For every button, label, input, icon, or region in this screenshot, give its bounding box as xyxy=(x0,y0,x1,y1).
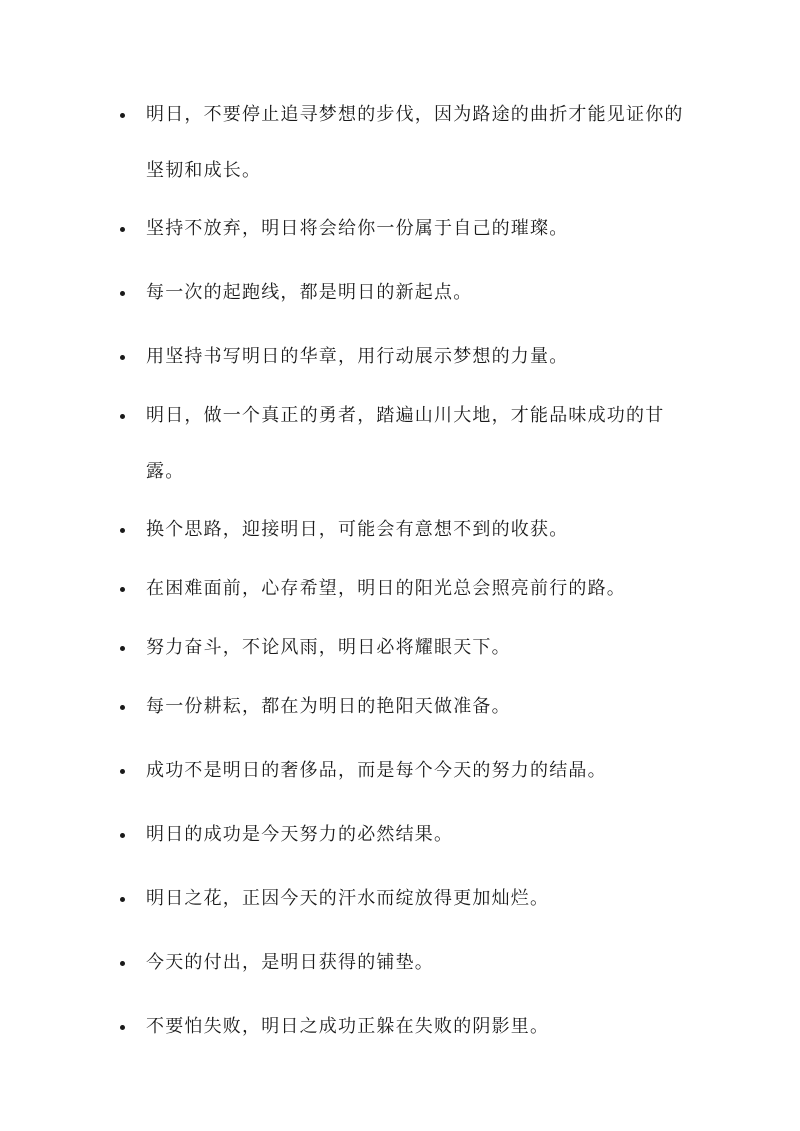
list-item-text: 明日，做一个真正的勇者，踏遍山川大地，才能品味成功的甘露。 xyxy=(146,405,665,482)
list-item-text: 明日之花，正因今天的汗水而绽放得更加灿烂。 xyxy=(146,888,550,909)
bullet-icon xyxy=(120,833,125,838)
bullet-icon xyxy=(120,291,125,296)
list-item-text: 明日的成功是今天努力的必然结果。 xyxy=(146,824,454,845)
list-item-text: 不要怕失败，明日之成功正躲在失败的阴影里。 xyxy=(146,1016,550,1037)
list-item-text: 每一次的起跑线，都是明日的新起点。 xyxy=(146,282,473,303)
list-item-text: 每一份耕耘，都在为明日的艳阳天做准备。 xyxy=(146,696,511,717)
list-item-text: 今天的付出，是明日获得的铺垫。 xyxy=(146,952,434,973)
bullet-icon xyxy=(120,769,125,774)
bullet-icon xyxy=(120,113,125,118)
bullet-icon xyxy=(120,1025,125,1030)
bullet-icon xyxy=(120,587,125,592)
list-item-text: 换个思路，迎接明日，可能会有意想不到的收获。 xyxy=(146,519,569,540)
bullet-icon xyxy=(120,646,125,651)
bullet-icon xyxy=(120,897,125,902)
list-item-text: 在困难面前，心存希望，明日的阳光总会照亮前行的路。 xyxy=(146,578,626,599)
bullet-icon xyxy=(120,414,125,419)
bullet-icon xyxy=(120,355,125,360)
list-item-text: 努力奋斗，不论风雨，明日必将耀眼天下。 xyxy=(146,637,511,658)
bullet-icon xyxy=(120,528,125,533)
list-item-text: 坚持不放弃，明日将会给你一份属于自己的璀璨。 xyxy=(146,218,569,239)
list-item-text: 明日，不要停止追寻梦想的步伐，因为路途的曲折才能见证你的坚韧和成长。 xyxy=(146,104,684,181)
bullet-icon xyxy=(120,961,125,966)
list-item-text: 成功不是明日的奢侈品，而是每个今天的努力的结晶。 xyxy=(146,760,607,781)
bullet-icon xyxy=(120,705,125,710)
bullet-icon xyxy=(120,227,125,232)
list-item-text: 用坚持书写明日的华章，用行动展示梦想的力量。 xyxy=(146,346,569,367)
